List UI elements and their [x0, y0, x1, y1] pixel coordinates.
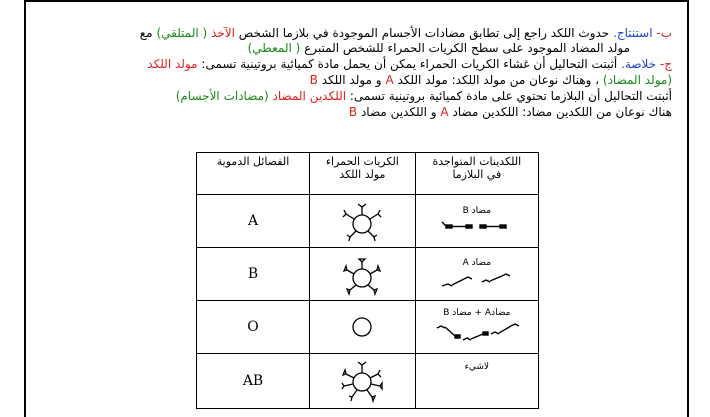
antibody-label: مضادA + مضاد B	[443, 308, 511, 318]
antibody-cell	[415, 195, 538, 248]
table-row	[197, 195, 539, 248]
heading-conclusion: استنتاج.	[613, 26, 653, 40]
antibody-label: مضاد A	[462, 258, 492, 268]
antibody-cell	[415, 354, 538, 409]
section-label-b: ب-	[656, 26, 672, 40]
letter-B: B	[309, 73, 318, 87]
header-agglutinins-line2: في البلازما	[452, 168, 502, 181]
summary-line-1	[147, 57, 672, 72]
blood-groups-table	[196, 152, 539, 409]
text: ، وهناك نوعان من مولد اللكد: مولد اللكد	[397, 73, 600, 87]
term-antigen: (مولد المضاد)	[602, 73, 672, 87]
rbc-cell	[310, 195, 416, 248]
letter-A: A	[440, 105, 449, 119]
antibody-cell	[415, 248, 538, 301]
text: و اللكدين مضاد	[360, 105, 437, 119]
antibody-label: مضاد B	[462, 206, 492, 216]
table-row	[197, 301, 539, 354]
summary-line-3	[176, 89, 672, 104]
rbc-antigen-a-icon	[335, 199, 389, 243]
table-row	[197, 354, 539, 409]
blood-group: O	[197, 301, 310, 354]
page-frame-top	[24, 0, 688, 6]
header-agglutinins	[415, 153, 538, 195]
summary-line-4	[349, 105, 672, 120]
text: أثبتت التحاليل أن غشاء الكريات الحمراء يمكن أن يحمل مادة كميائية بروتينية تسمى:	[201, 57, 618, 71]
page-frame-right	[687, 0, 689, 417]
letter-B: B	[348, 105, 358, 119]
header-groups	[197, 153, 310, 195]
summary-line-2	[310, 73, 672, 88]
letter-A: A	[385, 73, 394, 87]
header-rbc	[310, 153, 416, 195]
header-rbc-line2: مولد اللكد	[339, 168, 386, 181]
conclusion-line-2	[248, 41, 630, 56]
heading-summary: خلاصة.	[621, 57, 657, 71]
text: حدوث اللكد راجع إلى تطابق مضادات الأجسام الموجودة في بلازما الشخص	[238, 26, 610, 40]
rbc-no-antigen-icon	[335, 305, 389, 349]
blood-group: AB	[197, 354, 310, 409]
table-row	[197, 248, 539, 301]
rbc-cell	[310, 248, 416, 301]
anti-a-anti-b-antibodies-icon	[429, 318, 525, 346]
term-recipient: ( المتلقي)	[156, 26, 208, 40]
antibody-label: لاشيء	[464, 362, 490, 372]
rbc-cell	[310, 301, 416, 354]
text: و مولد اللكد	[321, 73, 382, 87]
anti-a-antibody-icon	[432, 268, 522, 290]
section-label-j: ج-	[659, 57, 672, 71]
header-groups-line1: الفصائل الدموية	[216, 155, 290, 168]
text: أثبتت التحاليل أن البلازما تحتوي على مادة كميائية بروتينية تسمى:	[349, 89, 672, 103]
text: مولد المضاد الموجود على سطح الكريات الحمراء للشخص المتبرع	[304, 41, 630, 55]
anti-b-antibody-icon	[432, 216, 522, 236]
table-header-row	[197, 153, 539, 195]
rbc-antigen-ab-icon	[335, 357, 389, 405]
blood-group: A	[197, 195, 310, 248]
header-rbc-line1: الكريات الحمراء	[325, 155, 399, 168]
text: مع	[139, 26, 153, 40]
term-giver: ( المعطي)	[247, 41, 301, 55]
conclusion-line-1	[140, 26, 672, 41]
rbc-antigen-b-icon	[335, 252, 389, 296]
header-agglutinins-line1: اللكدينات المتواجدة	[432, 155, 522, 168]
term-taker: الآخذ	[211, 26, 235, 40]
blood-group: B	[197, 248, 310, 301]
term-agglutinogen: مولد اللكد	[147, 57, 198, 71]
text: هناك نوعان من اللكدين مضاد: اللكدين مضاد	[452, 105, 672, 119]
term-antibodies: (مضادات الأجسام)	[175, 89, 269, 103]
antibody-cell	[415, 301, 538, 354]
rbc-cell	[310, 354, 416, 409]
term-agglutinin: اللكدين المضاد	[272, 89, 347, 103]
page-frame-left	[24, 0, 26, 417]
